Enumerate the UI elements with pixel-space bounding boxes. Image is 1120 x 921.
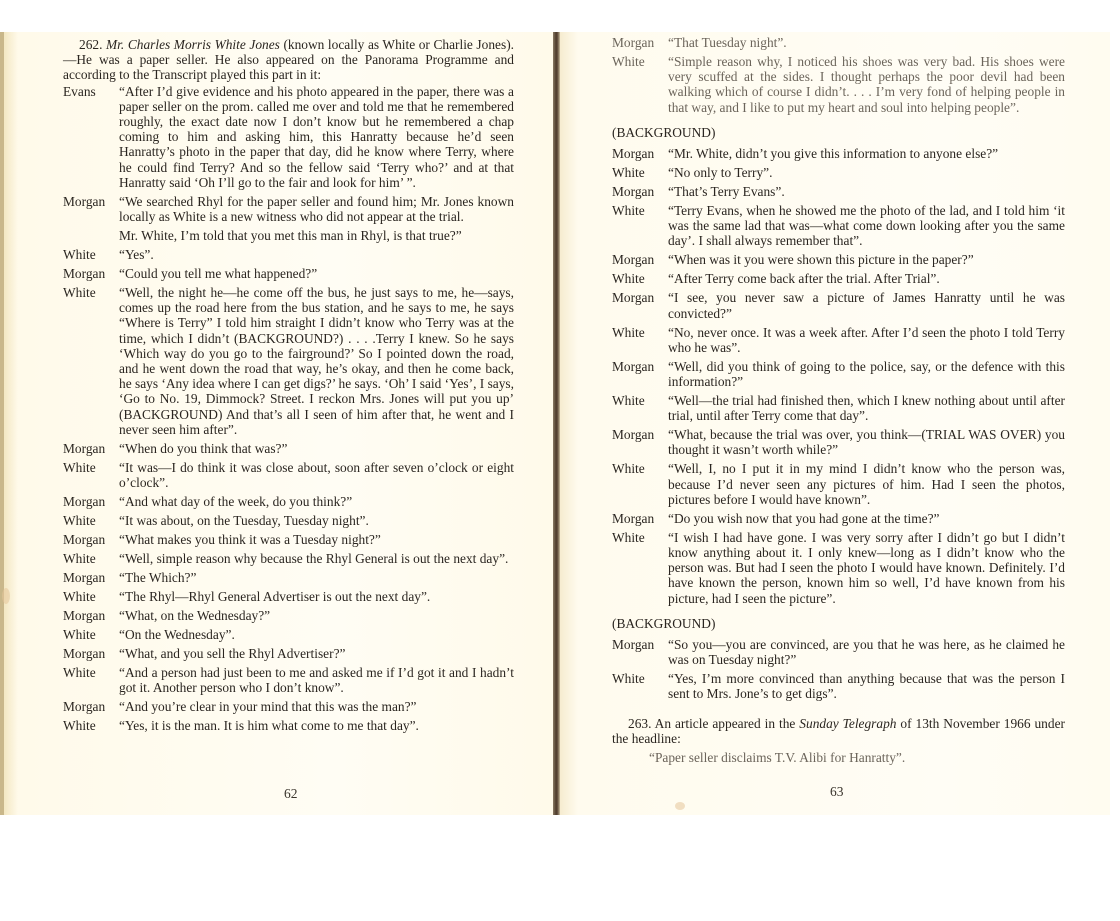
speaker-name: Morgan bbox=[612, 146, 655, 162]
article-headline: “Paper seller disclaims T.V. Alibi for Hanratty”. bbox=[649, 750, 906, 766]
speech-text: “On the Wednesday”. bbox=[119, 627, 235, 643]
transcript-dialogue bbox=[612, 146, 1065, 606]
dialogue-line bbox=[63, 532, 514, 547]
speech-text: “When was it you were shown this picture in the paper?” bbox=[668, 252, 974, 268]
speaker-name: Morgan bbox=[63, 266, 106, 282]
speech-text: “What, on the Wednesday?” bbox=[119, 608, 271, 624]
left-page bbox=[0, 32, 554, 815]
speech-text: “What makes you think it was a Tuesday night?” bbox=[119, 532, 381, 548]
book-gutter bbox=[553, 32, 560, 815]
dialogue-line bbox=[63, 285, 514, 437]
speaker-name: White bbox=[63, 513, 96, 529]
speaker-name: Morgan bbox=[63, 608, 106, 624]
speech-text: “When do you think that was?” bbox=[119, 440, 288, 456]
speech-text: “Could you tell me what happened?” bbox=[119, 266, 318, 282]
speech-text: “Mr. White, didn’t you give this information to anyone else?” bbox=[668, 146, 999, 162]
dialogue-line bbox=[612, 530, 1065, 606]
dialogue-line bbox=[612, 511, 1065, 526]
speech-text: “Simple reason why, I noticed his shoes was very bad. His shoes were very scuffed at the sides. I thought perhaps the poor devil had been walking which of course I didn’t. . . . I’m very fond of helping people in that way, and I like to put my heart and soul into helping people”. bbox=[668, 54, 1065, 115]
dialogue-line bbox=[612, 325, 1065, 355]
speech-text: “No only to Terry”. bbox=[668, 165, 773, 181]
speech-text: “What, and you sell the Rhyl Advertiser?” bbox=[119, 646, 346, 662]
speaker-name: Morgan bbox=[63, 646, 106, 662]
paragraph-text: of 13th November 1966 under the headline: bbox=[612, 715, 1065, 746]
dialogue-line bbox=[63, 84, 514, 190]
speech-text: “That’s Terry Evans”. bbox=[668, 184, 785, 200]
dialogue-line bbox=[63, 570, 514, 585]
speaker-name: White bbox=[63, 285, 96, 301]
speech-text: “The Rhyl—Rhyl General Advertiser is out the next day”. bbox=[119, 589, 431, 605]
dialogue-line bbox=[63, 646, 514, 661]
speech-text: “Terry Evans, when he showed me the photo of the lad, and I told him ‘it was the same lad that was—what come down looking after you the same day’. I shall always remember that”. bbox=[668, 203, 1065, 249]
speaker-name: White bbox=[612, 529, 645, 545]
speech-text: “I see, you never saw a picture of James Hanratty until he was convicted?” bbox=[668, 290, 1065, 321]
speaker-name: Morgan bbox=[612, 290, 655, 306]
dialogue-line bbox=[63, 494, 514, 509]
dialogue-line bbox=[63, 608, 514, 623]
dialogue-line bbox=[63, 228, 514, 243]
speaker-name: Morgan bbox=[612, 637, 655, 653]
speech-text: Mr. White, I’m told that you met this man in Rhyl, is that true?” bbox=[119, 228, 462, 244]
paper-stain bbox=[675, 802, 685, 810]
dialogue-line bbox=[612, 359, 1065, 389]
speaker-name: White bbox=[612, 165, 645, 181]
dialogue-line bbox=[612, 461, 1065, 507]
speech-text: “Well, did you think of going to the police, say, or the defence with this information?” bbox=[668, 358, 1065, 390]
speaker-name: Morgan bbox=[63, 440, 106, 456]
speech-text: “Yes”. bbox=[119, 247, 154, 263]
speaker-name: Morgan bbox=[63, 570, 106, 586]
dialogue-line bbox=[612, 54, 1065, 115]
speech-text: “What, because the trial was over, you think—(TRIAL WAS OVER) you thought it wasn’t worth while?” bbox=[668, 427, 1065, 458]
speech-text: “After Terry come back after the trial. After Trial”. bbox=[668, 271, 940, 287]
dialogue-line bbox=[63, 718, 514, 733]
speech-text: “We searched Rhyl for the paper seller and found him; Mr. Jones known locally as White is a new witness who did not appear at the trial. bbox=[119, 193, 514, 225]
speaker-name: Morgan bbox=[63, 532, 106, 548]
transcript-dialogue bbox=[63, 84, 514, 734]
dialogue-line bbox=[612, 271, 1065, 286]
witness-name: Mr. Charles Morris White Jones bbox=[106, 37, 280, 52]
dialogue-line bbox=[63, 441, 514, 456]
paragraph-number: 263. bbox=[628, 715, 652, 731]
dialogue-line bbox=[63, 551, 514, 566]
dialogue-line bbox=[63, 627, 514, 642]
speaker-name: Morgan bbox=[612, 427, 655, 443]
speaker-name: White bbox=[612, 461, 645, 477]
speech-text: “So you—you are convinced, are you that he was here, as he claimed he was on Tuesday night?” bbox=[668, 637, 1065, 668]
speech-text: “And what day of the week, do you think?” bbox=[119, 494, 353, 510]
dialogue-line bbox=[612, 252, 1065, 267]
dialogue-line bbox=[612, 184, 1065, 199]
speech-text: “Yes, I’m more convinced than anything because that was the person I sent to Mrs. Jone’s to get digs”. bbox=[668, 671, 1065, 702]
speech-text: “After I’d give evidence and his photo appeared in the paper, there was a paper seller on the prom. called me over and told me that he remembered roughly, the exact date now I don’t know but he remembered a chap coming to him and asking him, this Hanratty because he’d seen Hanratty’s photo in the paper that day, did he know where Terry, where he could find Terry? And so the fellow said ‘Terry who?’ and at that Hanratty said ‘Oh I’ll go to the fair and look for him’ ”. bbox=[119, 83, 514, 190]
speaker-name: White bbox=[63, 247, 96, 263]
speaker-name: Morgan bbox=[612, 358, 655, 374]
speaker-name: Morgan bbox=[612, 510, 655, 526]
speech-text: “The Which?” bbox=[119, 570, 197, 586]
paragraph-text: (known locally as White or Charlie Jones).—He was a paper seller. He also appeared on the Panorama Programme and according to the Transcript played this part in it: bbox=[63, 37, 514, 83]
dialogue-line bbox=[63, 194, 514, 224]
paragraph-262 bbox=[63, 37, 514, 83]
speaker-name: Morgan bbox=[612, 252, 655, 268]
speaker-name: Morgan bbox=[612, 184, 655, 200]
dialogue-line bbox=[612, 203, 1065, 249]
speaker-name: White bbox=[63, 665, 96, 681]
page-number: 62 bbox=[284, 786, 298, 801]
speech-text: “And you’re clear in your mind that this was the man?” bbox=[119, 699, 417, 715]
dialogue-line bbox=[612, 165, 1065, 180]
right-page bbox=[560, 32, 1110, 815]
paragraph-number: 262. bbox=[79, 37, 103, 52]
speaker-name: White bbox=[612, 271, 645, 287]
speech-text: “Do you wish now that you had gone at the time?” bbox=[668, 510, 940, 526]
dialogue-line bbox=[612, 671, 1065, 701]
dialogue-line bbox=[63, 699, 514, 714]
speech-text: “Well, I, no I put it in my mind I didn’t know who the person was, because I’d never seen any pictures of him. Had I seen the photos, pictures before I would have known”. bbox=[668, 461, 1065, 507]
dialogue-line bbox=[63, 665, 514, 695]
left-page-content bbox=[63, 37, 514, 737]
right-page-content bbox=[612, 35, 1065, 765]
book-spread bbox=[0, 32, 1110, 815]
dialogue-line bbox=[612, 146, 1065, 161]
speaker-name: Morgan bbox=[63, 494, 106, 510]
dialogue-line bbox=[63, 589, 514, 604]
dialogue-line bbox=[63, 247, 514, 262]
dialogue-line bbox=[63, 460, 514, 490]
speech-text: “It was about, on the Tuesday, Tuesday night”. bbox=[119, 513, 369, 529]
paragraph-text: An article appeared in the bbox=[651, 715, 800, 731]
speaker-name: White bbox=[63, 589, 96, 605]
stage-direction: (BACKGROUND) bbox=[612, 615, 716, 631]
dialogue-line bbox=[63, 266, 514, 281]
speech-text: “No, never once. It was a week after. After I’d seen the photo I told Terry who he was”. bbox=[668, 324, 1065, 355]
speaker-name: White bbox=[612, 324, 645, 340]
speaker-name: Morgan bbox=[63, 699, 106, 715]
speaker-name: White bbox=[612, 671, 645, 687]
speech-text: “Well, the night he—he come off the bus, he just says to me, he—says, comes up the road here from the bus station, and he says to me, he says “Where is Terry” I told him straight I didn’t know who Terry was at the time, which I didn’t (BACKGROUND?) . . . .Terry I knew. So he says ‘Which way do you go to the fairground?’ So I pointed down the road, and he went down the road that way, he’s okay, and then he come back, he says ‘Any idea where I can get digs?’ he says. ‘Oh’ I said ‘Yes’, I says, ‘Go to No. 19, Dimmock? Street. I reckon Mrs. Jones will put you up’ (BACKGROUND) And that’s all I seen of him after that, he went and I never seen him after”. bbox=[119, 285, 514, 437]
dialogue-line bbox=[612, 290, 1065, 320]
speech-text: “Well, simple reason why because the Rhyl General is out the next day”. bbox=[119, 551, 509, 567]
dialogue-line bbox=[612, 427, 1065, 457]
transcript-dialogue bbox=[612, 35, 1065, 115]
speech-text: “And a person had just been to me and asked me if I’d got it and I hadn’t got it. Another person who I don’t know”. bbox=[119, 665, 514, 696]
page-number: 63 bbox=[830, 784, 844, 799]
speaker-name: Evans bbox=[63, 83, 96, 99]
speaker-name: Morgan bbox=[612, 35, 655, 50]
speaker-name: White bbox=[63, 718, 96, 734]
speech-text: “I wish I had have gone. I was very sorry after I didn’t go but I didn’t know anything about it. I only knew—long as I didn’t know who the person was. But had I seen the photo I would have known. Definitely. I’d have known the person, known him so well, I’d have known from his picture, had I seen the picture”. bbox=[668, 529, 1065, 606]
dialogue-line bbox=[612, 35, 1065, 50]
dialogue-line bbox=[612, 393, 1065, 423]
paper-stain bbox=[2, 588, 10, 604]
speaker-name: White bbox=[63, 551, 96, 567]
speaker-name: White bbox=[612, 54, 645, 69]
speech-text: “It was—I do think it was close about, soon after seven o’clock or eight o’clock”. bbox=[119, 459, 514, 491]
dialogue-line bbox=[63, 513, 514, 528]
stage-direction: (BACKGROUND) bbox=[612, 124, 716, 140]
speaker-name: White bbox=[612, 393, 645, 409]
speech-text: “Well—the trial had finished then, which I knew nothing about until after trial, until after Terry come that day”. bbox=[668, 393, 1065, 424]
speech-text: “That Tuesday night”. bbox=[668, 35, 787, 50]
speech-text: “Yes, it is the man. It is him what come to me that day”. bbox=[119, 718, 419, 734]
speaker-name: White bbox=[612, 203, 645, 219]
speaker-name: White bbox=[63, 627, 96, 643]
dialogue-line bbox=[612, 637, 1065, 667]
speaker-name: Morgan bbox=[63, 193, 106, 209]
publication-title: Sunday Telegraph bbox=[799, 715, 897, 731]
paragraph-263 bbox=[612, 716, 1065, 746]
speaker-name: White bbox=[63, 459, 96, 475]
transcript-dialogue bbox=[612, 637, 1065, 702]
